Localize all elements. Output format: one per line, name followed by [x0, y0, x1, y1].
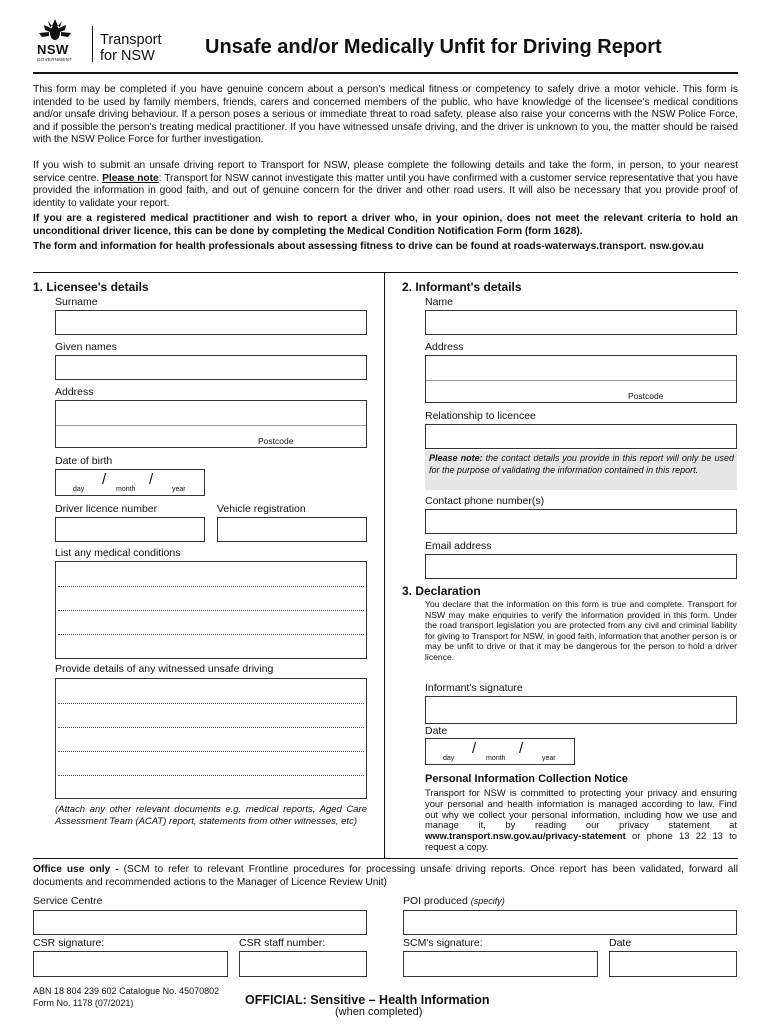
when-completed: (when completed) [335, 1006, 423, 1018]
relationship-label: Relationship to licencee [425, 410, 536, 422]
declaration-date-field[interactable] [425, 738, 575, 765]
office-use-label: Office use only - [33, 864, 119, 875]
waratah-logo-icon [36, 17, 74, 43]
medical-conditions-field[interactable] [55, 561, 367, 659]
declaration-date-label: Date [425, 725, 448, 737]
page-title: Unsafe and/or Medically Unfit for Driving Report [205, 36, 662, 58]
privacy-heading: Personal Information Collection Notice [425, 773, 628, 785]
date-month-label: month [486, 755, 506, 762]
licensee-address-field[interactable] [55, 400, 367, 448]
licence-number-field[interactable] [55, 517, 205, 542]
given-names-field[interactable] [55, 355, 367, 380]
dob-year-label: year [172, 486, 186, 493]
informant-name-label: Name [425, 296, 454, 308]
email-field[interactable] [425, 554, 737, 579]
date-day-label: day [443, 755, 455, 762]
ruled-line [58, 586, 364, 587]
csr-signature-label: CSR signature: [33, 937, 105, 949]
date-slash-2: / [519, 740, 524, 757]
intro-paragraph-3: If you are a registered medical practitioner and wish to report a driver who, in your opinion, does not meet the relevant criteria to hold an unconditional driver licence, this can be done by completing the Medical Condition Notification Form (form 1628). [33, 213, 738, 237]
office-date-label: Date [609, 937, 632, 949]
medical-conditions-label: List any medical conditions [55, 547, 181, 559]
intro-please-note: Please note [102, 172, 159, 184]
informant-signature-label: Informant's signature [425, 682, 523, 694]
contact-note-text: the contact details you provide in this report will only be used for the purpose of validating the information contained in this report. [429, 453, 734, 475]
logo-nsw-text: NSW [37, 42, 69, 57]
licensee-heading: 1. Licensee's details [33, 280, 149, 294]
intro-divider [33, 272, 738, 273]
email-label: Email address [425, 540, 492, 552]
informant-name-field[interactable] [425, 310, 737, 335]
phone-label: Contact phone number(s) [425, 495, 545, 507]
privacy-text-b: or phone 13 22 13 to request a copy. [425, 830, 737, 852]
attach-note: (Attach any other relevant documents e.g. medical reports, Aged Care Assessment Team (ACAT) report, statements from other witnesses, etc) [55, 804, 367, 827]
informant-postcode-label: Postcode [628, 391, 664, 401]
phone-field[interactable] [425, 509, 737, 534]
header [0, 0, 770, 80]
dob-slash-2: / [149, 471, 154, 488]
witnessed-driving-field[interactable] [55, 678, 367, 799]
intro-paragraph-2-b: : Transport for NSW cannot investigate this matter until you have confirmed with a customer service representative that you have provided the information in good faith, and out of genuine concern for the driver and other road users. It will also be necessary that you provide proof of identity to validate your report. [33, 172, 738, 209]
form-number: Form No. 1178 (07/2021) [33, 998, 134, 1008]
date-year-label: year [542, 755, 556, 762]
privacy-text [425, 788, 737, 853]
poi-label-text: POI produced [403, 895, 468, 907]
contact-note-bold: Please note: [429, 453, 483, 463]
licensee-address-label: Address [55, 386, 94, 398]
office-date-field[interactable] [609, 951, 737, 977]
ruled-line [58, 775, 364, 776]
logo-divider [92, 26, 93, 62]
office-divider [33, 858, 738, 859]
ruled-line [58, 727, 364, 728]
office-use-instructions: (SCM to refer to relevant Frontline procedures for processing unsafe driving reports. Once report has been validated, forward all documents and recommended actions to the Manager of Licence Review Unit) [33, 864, 738, 888]
declaration-text: You declare that the information on this form is true and complete. Transport for NSW may make enquiries to verify the information provided in this form. Under the road transport legislation you are protected from any civil and criminal liability for giving to Transport for NSW, in good faith, information that another person is or may be unfit to drive or that it may be dangerous for the person to hold a driver licence. [425, 599, 737, 662]
dob-slash-1: / [102, 471, 107, 488]
intro-paragraph-1: This form may be completed if you have genuine concern about a person's medical fitness or competency to safely drive a motor vehicle. This form is intended to be used by family members, friends, carers and concerned members of the public, who have knowledge of the licensee's medical conditions and/or unsafe driving behaviour. If a person poses a serious or immediate threat to road safety, please also raise your concerns with the NSW Police Force, and if possible the person's treating medical practitioner. If you have witnessed unsafe driving, and the driver is unknown to you, the matter should be raised with the NSW Police Force for further investigation. [33, 84, 738, 146]
given-names-label: Given names [55, 341, 117, 353]
column-divider [384, 272, 385, 858]
logo-government-text: GOVERNMENT [37, 57, 73, 62]
csr-staff-label: CSR staff number: [239, 937, 326, 949]
ruled-line [58, 751, 364, 752]
dob-label: Date of birth [55, 455, 113, 467]
ruled-line [58, 610, 364, 611]
service-centre-field[interactable] [33, 910, 367, 935]
relationship-field[interactable] [425, 424, 737, 449]
surname-field[interactable] [55, 310, 367, 335]
scm-signature-label: SCM's signature: [403, 937, 483, 949]
date-slash-1: / [472, 740, 477, 757]
witnessed-driving-label: Provide details of any witnessed unsafe driving [55, 663, 274, 675]
address-line-divider [426, 380, 736, 381]
official-classification: OFFICIAL: Sensitive – Health Information [245, 993, 490, 1007]
dob-month-label: month [116, 486, 136, 493]
brand-line-2: for NSW [100, 48, 155, 64]
header-divider [33, 72, 738, 74]
intro-paragraph-2 [33, 160, 738, 210]
poi-field[interactable] [403, 910, 737, 935]
ruled-line [58, 634, 364, 635]
informant-heading: 2. Informant's details [402, 280, 522, 294]
office-use-text [33, 864, 738, 889]
declaration-heading: 3. Declaration [402, 584, 481, 598]
intro-paragraph-4: The form and information for health professionals about assessing fitness to drive can be found at roads-waterways.transport. nsw.gov.au [33, 241, 704, 252]
privacy-text-a: Transport for NSW is committed to protecting your privacy and ensuring your personal and health information is managed according to law. Find out why we collect your personal information, including how we use and manage it, by reading our privacy statement at [425, 787, 737, 831]
abn-text: ABN 18 804 239 602 Catalogue No. 45070802 [33, 986, 220, 996]
contact-note [429, 453, 734, 476]
vehicle-registration-label: Vehicle registration [217, 503, 306, 515]
csr-staff-field[interactable] [239, 951, 367, 977]
poi-specify: (specify) [470, 896, 505, 906]
poi-label [403, 895, 505, 907]
privacy-link[interactable]: www.transport.nsw.gov.au/privacy-statement [425, 830, 626, 842]
address-line-divider [56, 425, 366, 426]
informant-address-field[interactable] [425, 355, 737, 403]
licence-number-label: Driver licence number [55, 503, 158, 515]
service-centre-label: Service Centre [33, 895, 103, 907]
informant-address-label: Address [425, 341, 464, 353]
dob-day-label: day [73, 486, 85, 493]
dob-field[interactable] [55, 469, 205, 496]
vehicle-registration-field[interactable] [217, 517, 367, 542]
intro-paragraph-2-a: If you wish to submit an unsafe driving report to Transport for NSW, please complete the following details and take the form, in person, to your nearest service centre. [33, 160, 738, 184]
informant-signature-field[interactable] [425, 696, 737, 724]
brand-line-1: Transport [100, 32, 162, 48]
ruled-line [58, 703, 364, 704]
csr-signature-field[interactable] [33, 951, 228, 977]
scm-signature-field[interactable] [403, 951, 598, 977]
licensee-postcode-label: Postcode [258, 436, 294, 446]
surname-label: Surname [55, 296, 98, 308]
